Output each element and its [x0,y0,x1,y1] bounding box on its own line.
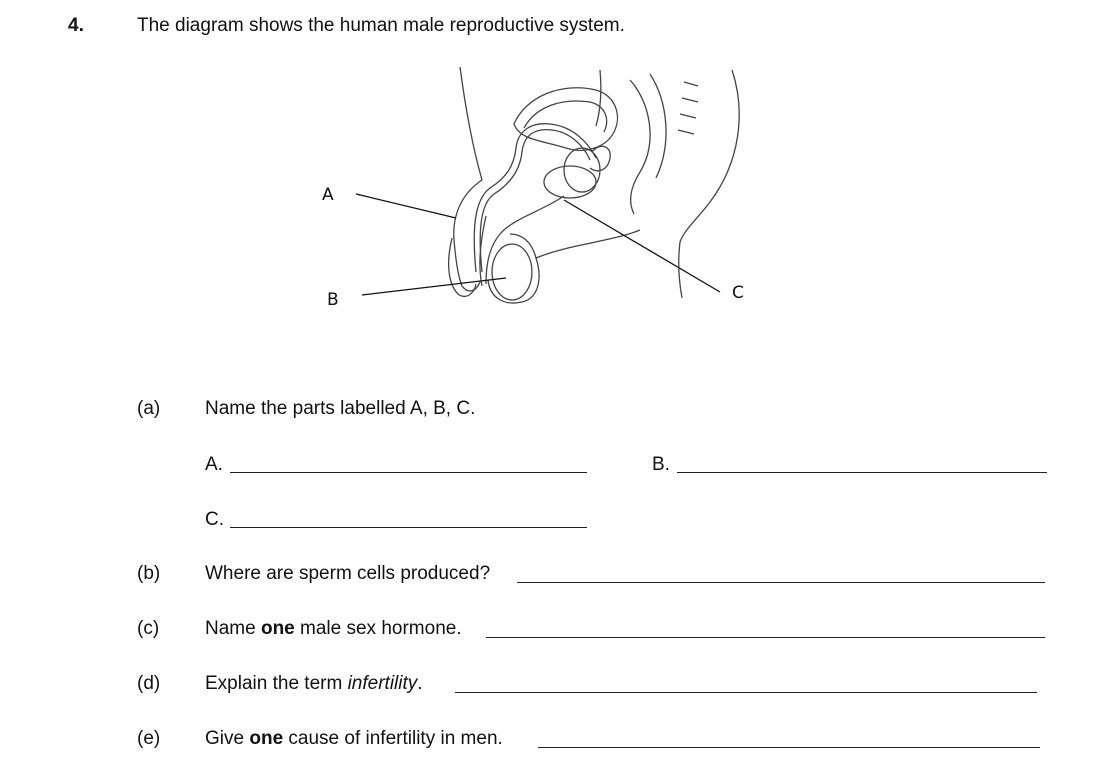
part-a-text: Name the parts labelled A, B, C. [205,398,476,419]
part-c-label: (c) [137,618,160,639]
part-e-bold: one [249,728,284,749]
part-b-text: Where are sperm cells produced? [205,563,491,584]
part-d-label: (d) [137,673,161,694]
part-d-italic: infertility [347,673,418,694]
part-e-pre: Give [205,728,250,749]
part-e-label: (e) [137,728,161,749]
question-intro: The diagram shows the human male reproductive system. [137,15,625,36]
leader-line-c [564,200,720,292]
part-a-label: (a) [137,398,161,419]
part-e-text [205,728,503,750]
rectum [630,80,650,214]
part-c-bold: one [260,618,295,639]
answer-c-line[interactable] [230,527,587,528]
answer-b-label: B. [652,454,670,475]
leader-line-b [362,278,506,295]
answer-c-label: C. [205,509,224,530]
part-c-post: male sex hormone. [294,618,462,639]
perineum [536,230,640,258]
answer-b-line[interactable] [677,472,1047,473]
vertebra-lines [678,82,698,134]
label-b: B [327,290,339,310]
urethra [486,196,564,284]
spine-curve [596,70,601,126]
leader-line-a [356,194,456,218]
answer-part-c-line[interactable] [486,637,1045,638]
part-e-post: cause of infertility in men. [283,728,503,749]
penis-outline [449,238,476,296]
label-a: A [322,185,334,205]
part-d-text [205,673,423,695]
part-b-label: (b) [137,563,161,584]
answer-a-line[interactable] [230,472,587,473]
part-d-post: . [417,673,423,694]
part-c-pre: Name [205,618,261,639]
part-c-text [205,618,462,640]
prostate-gland [544,166,596,198]
answer-part-d-line[interactable] [455,692,1037,693]
part-d-pre: Explain the term [205,673,348,694]
question-number: 4. [68,15,84,36]
label-c: C [732,283,744,303]
body-outline-left [454,67,482,291]
answer-part-b-line[interactable] [517,582,1045,583]
reproductive-system-diagram [300,62,770,322]
rectum-inner [650,74,666,178]
answer-a-label: A. [205,454,223,475]
answer-part-e-line[interactable] [538,747,1040,748]
testis [492,244,532,300]
body-outline-right [679,70,740,298]
